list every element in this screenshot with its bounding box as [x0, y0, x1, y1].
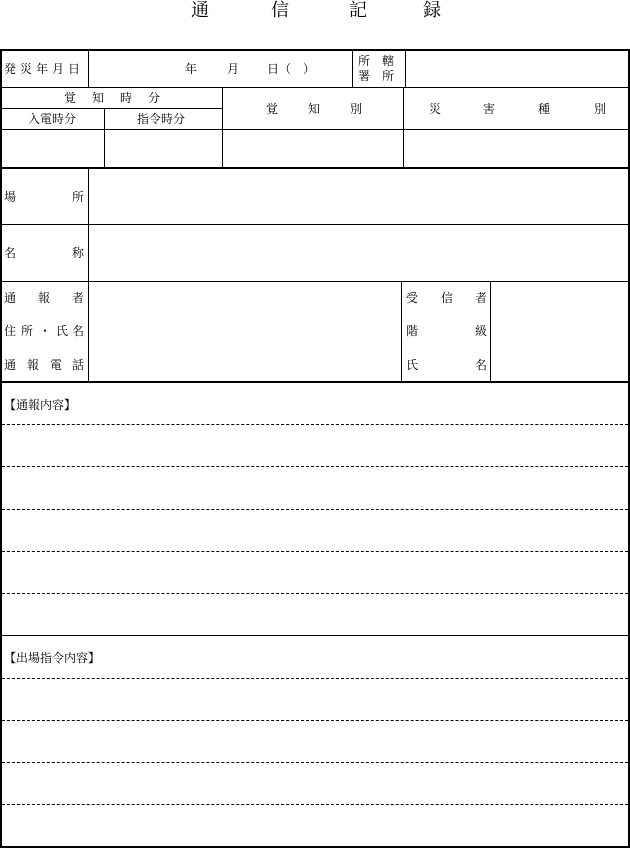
- title-char: 通: [191, 0, 209, 21]
- document-title: [0, 0, 630, 22]
- title-char: 信: [271, 0, 289, 21]
- call-time-label: 入電時分: [28, 112, 77, 126]
- awareness-type-label: 覚 知 別: [266, 102, 363, 116]
- command-time-label: 指令時分: [137, 112, 186, 126]
- date-month-label: 月: [227, 62, 240, 76]
- report-content-label: 【通報内容】: [4, 398, 77, 412]
- title-char: 記: [349, 0, 367, 21]
- awareness-time-label: 覚 知 時 分: [64, 91, 161, 105]
- date-day-label: 日（ ）: [267, 62, 316, 76]
- rank-label: 階 級: [406, 324, 488, 338]
- date-year-label: 年: [185, 62, 198, 76]
- title-char: 録: [423, 0, 441, 21]
- jurisdiction-label-1: 所 轄: [358, 54, 395, 68]
- dispatch-content-label: 【出場指令内容】: [4, 651, 101, 665]
- receiver-name-label: 氏 名: [406, 358, 488, 372]
- jurisdiction-label-2: 署 所: [358, 69, 395, 83]
- address-name-label: 住 所 ・ 氏 名: [4, 324, 85, 338]
- reporter-phone-label: 通 報 電 話: [4, 358, 85, 372]
- receiver-label: 受 信 者: [406, 291, 488, 305]
- reporter-label: 通 報 者: [4, 291, 85, 305]
- place-label: 場 所: [4, 190, 85, 204]
- disaster-type-label: 災 害 種 別: [429, 102, 607, 116]
- name-label: 名 称: [4, 246, 85, 260]
